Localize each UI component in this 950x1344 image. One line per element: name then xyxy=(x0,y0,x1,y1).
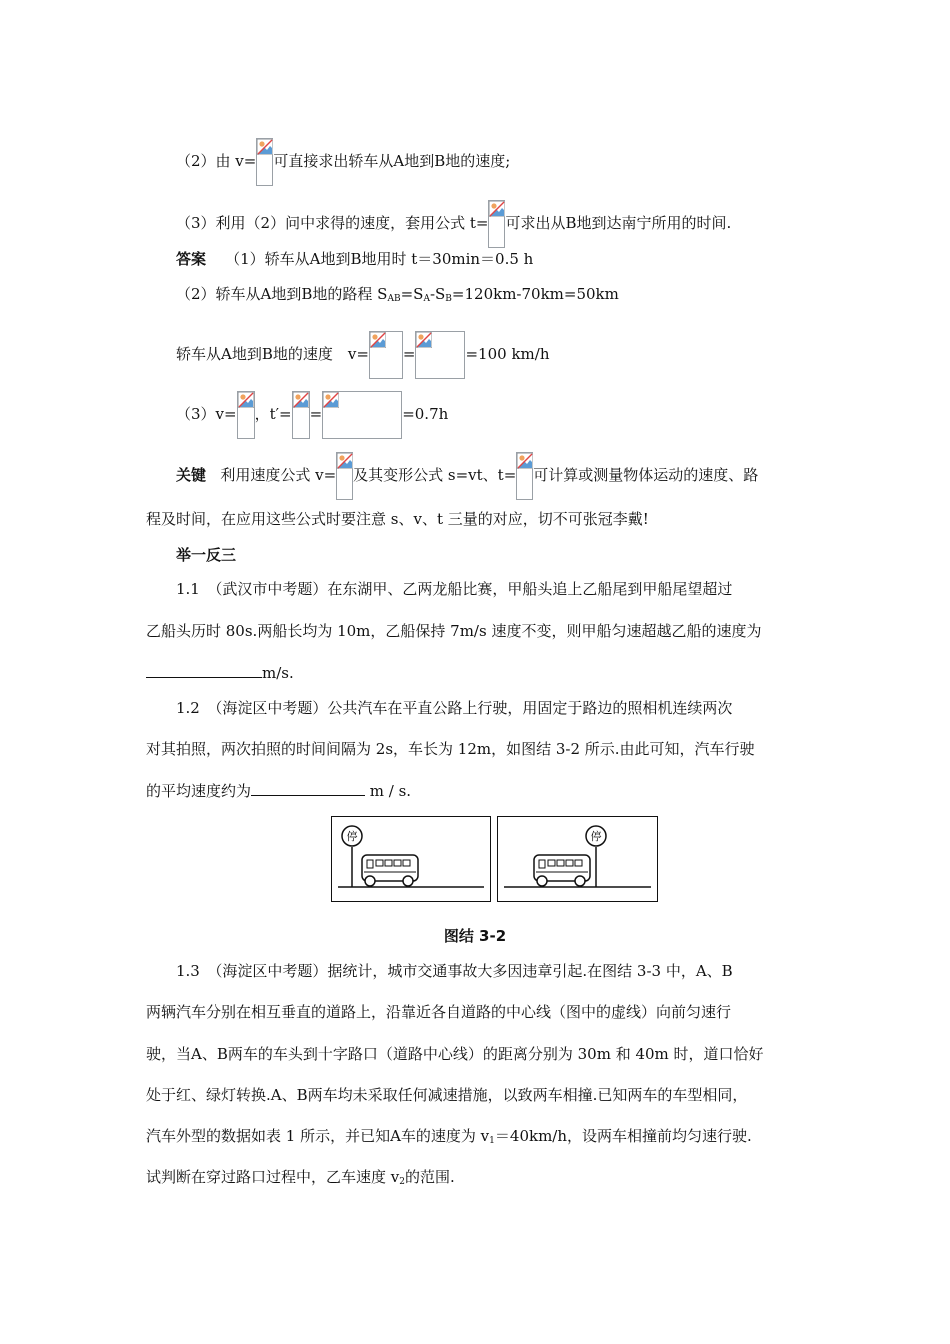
hint-3: （3）利用（2）问中求得的速度，套用公式 t= 可求出从B地到达南宁所用的时间. xyxy=(176,200,731,248)
formula-image-placeholder xyxy=(256,138,273,186)
answer-speed: 轿车从A地到B地的速度 v= = =100 km/h xyxy=(176,331,549,379)
answer-part-2: （2）轿车从A地到B地的路程 $S_{AB}=S_A-S_B=120km-70km=50km$ xyxy=(176,285,619,304)
formula-image-placeholder xyxy=(237,391,255,439)
answer-blank[interactable] xyxy=(146,661,262,678)
figure-panel-left xyxy=(331,816,491,902)
key-point-line-2: 程及时间，在应用这些公式时要注意 s、v、t 三量的对应，切不可张冠李戴! xyxy=(146,510,649,528)
formula-image-placeholder xyxy=(292,391,310,439)
hint-2: （2）由 v= 可直接求出轿车从A地到B地的速度; xyxy=(176,138,510,186)
broken-image-icon xyxy=(416,332,432,348)
bus-icon xyxy=(534,855,590,886)
broken-image-icon xyxy=(238,392,254,408)
section-title: 举一反三 xyxy=(176,546,237,564)
key-label: 关键 xyxy=(176,466,207,484)
question-1-3-line-1: 1.3 （海淀区中考题）据统计，城市交通事故大多因违章引起.在图结 3-3 中，A、B xyxy=(176,962,733,980)
question-1-3-line-5: 汽车外型的数据如表 1 所示，并已知A车的速度为 $v_1=40km/h$，设两车相撞前均匀速行驶. xyxy=(146,1127,752,1146)
figure-panel-right xyxy=(497,816,658,902)
formula-image-placeholder xyxy=(516,452,533,500)
question-1-2-line-3: 的平均速度约为 m / s. xyxy=(146,779,411,802)
broken-image-icon xyxy=(337,453,353,469)
svg-text:停: 停 xyxy=(590,830,602,843)
answer-label: 答案 xyxy=(176,250,207,268)
figure-caption: 图结 3-2 xyxy=(443,927,507,945)
formula-image-placeholder xyxy=(369,331,403,379)
broken-image-icon xyxy=(293,392,309,408)
answer-part-1: 答案 （1）轿车从A地到B地用时 t＝30min＝0.5 h xyxy=(176,250,534,268)
broken-image-icon xyxy=(257,139,273,155)
bus-photo-2 xyxy=(498,817,657,901)
broken-image-icon xyxy=(323,392,339,408)
formula-image-placeholder xyxy=(488,200,505,248)
formula-image-placeholder xyxy=(415,331,465,379)
question-1-1-line-3: m/s. xyxy=(146,661,294,684)
bus-photo-1 xyxy=(332,817,490,901)
question-1-3-line-3: 驶，当A、B两车的车头到十字路口（道路中心线）的距离分别为 30m 和 40m 时，道口恰好 xyxy=(146,1045,764,1063)
answer-blank[interactable] xyxy=(251,779,365,796)
broken-image-icon xyxy=(517,453,533,469)
formula-image-placeholder xyxy=(322,391,402,439)
question-1-3-line-4: 处于红、绿灯转换.A、B两车均未采取任何减速措施，以致两车相撞.已知两车的车型相同， xyxy=(146,1086,748,1104)
broken-image-icon xyxy=(370,332,386,348)
key-point: 关键 利用速度公式 v= 及其变形公式 s=vt、t= 可计算或测量物体运动的速度、路 xyxy=(176,452,758,500)
question-1-3-line-6: 试判断在穿过路口过程中，乙车速度 $v_2$的范围. xyxy=(146,1168,455,1187)
question-1-1-line-1: 1.1 （武汉市中考题）在东湖甲、乙两龙船比赛，甲船头追上乙船尾到甲船尾望超过 xyxy=(176,580,733,598)
bus-icon xyxy=(362,855,418,886)
answer-part-3: （3）v= ，t′= = =0.7h xyxy=(176,391,448,439)
question-1-3-line-2: 两辆汽车分别在相互垂直的道路上，沿靠近各自道路的中心线（图中的虚线）向前匀速行 xyxy=(146,1003,732,1021)
formula-image-placeholder xyxy=(336,452,353,500)
question-1-1-line-2: 乙船头历时 80s.两船长均为 10m，乙船保持 7m/s 速度不变，则甲船匀速超越乙船的速度为 xyxy=(146,622,762,640)
broken-image-icon xyxy=(489,201,505,217)
question-1-2-line-1: 1.2 （海淀区中考题）公共汽车在平直公路上行驶，用固定于路边的照相机连续两次 xyxy=(176,699,733,717)
svg-text:停: 停 xyxy=(346,830,358,843)
question-1-2-line-2: 对其拍照，两次拍照的时间间隔为 2s，车长为 12m，如图结 3-2 所示.由此可知，汽车行驶 xyxy=(146,740,755,758)
